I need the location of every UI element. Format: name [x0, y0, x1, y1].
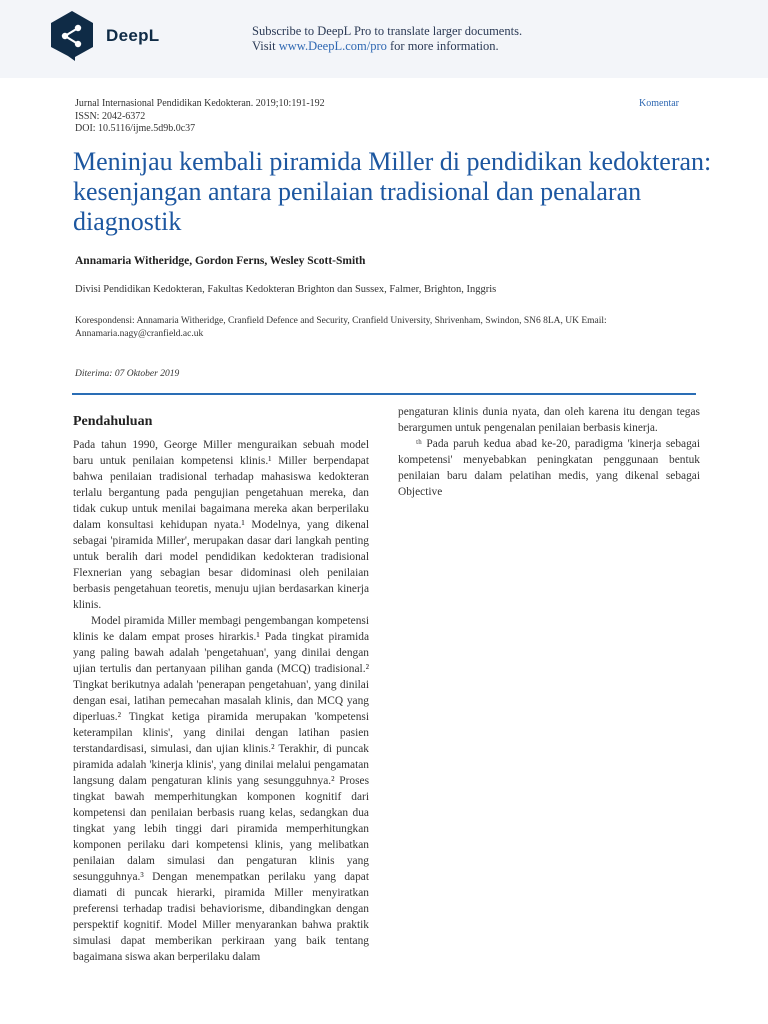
deepl-pro-link[interactable]: www.DeepL.com/pro: [278, 39, 387, 53]
doi: DOI: 10.5116/ijme.5d9b.0c37: [75, 123, 196, 134]
received-date: Diterima: 07 Oktober 2019: [75, 369, 180, 379]
deepl-logo[interactable]: [48, 10, 159, 62]
paragraph: Model piramida Miller membagi pengembangan kompetensi klinis ke dalam empat proses hirarkis.¹ Pada tingkat piramida yang paling bawah adalah 'pengetahuan', yang dinilai dengan ujian tertulis dan pertanyaan pilihan ganda (MCQ) tradisional.² Tingkat berikutnya adalah 'penerapan pengetahuan', yang dinilai dengan esai, latihan pemecahan masalah klinis, dan MCQ yang diperluas.² Tingkat ketiga piramida merupakan 'kompetensi keterampilan klinis', yang dinilai dengan latihan pasien terstandardisasi, simulasi, dan ujian klinis.² Terakhir, di puncak piramida adalah 'kinerja klinis', yang dinilai melalui pengamatan langsung dalam pengaturan klinis yang sesungguhnya.² Proses tingkat bawah memperhitungkan komponen kognitif dari kompetensi dan penilaian berbasis ruang kelas, sedangkan dua tingkat yang lebih tinggi dari piramida memperhitungkan komponen perilaku dari kompetensi klinis, yang melibatkan penilaian dalam simulasi dan pengaturan klinis yang sesungguhnya.³ Dengan menempatkan perilaku yang dapat diamati di puncak hierarki, piramida Miller menyiratkan preferensi terhadap tradisi behaviorisme, dibandingkan dengan perspektif kognitif. Model Miller menyarankan bahwa praktik simulasi dapat memberikan perkiraan yang baik tentang bagaimana siswa akan berperilaku dalam: [73, 615, 369, 963]
deepl-banner: [0, 0, 768, 78]
paragraph: ᵗʰ Pada paruh kedua abad ke-20, paradigma 'kinerja sebagai kompetensi' menyebabkan peningkatan penggunaan bentuk penilaian baru dalam pelatihan medis, yang dikenal sebagai Objective: [398, 438, 700, 498]
journal-citation: Jurnal Internasional Pendidikan Kedokteran. 2019;10:191-192: [75, 98, 325, 109]
promo-visit: Visit: [252, 39, 276, 53]
deepl-logo-icon: [48, 10, 96, 62]
section-divider: [72, 393, 696, 395]
deepl-logo-text: DeepL: [106, 26, 160, 45]
promo-rest: for more information.: [390, 39, 499, 53]
authors: Annamaria Witheridge, Gordon Ferns, Wesley Scott-Smith: [75, 255, 366, 267]
promo-line-2: [252, 39, 522, 54]
left-column: [73, 413, 369, 965]
promo-line-1: Subscribe to DeepL Pro to translate larger documents.: [252, 24, 523, 38]
promo-text: [252, 24, 522, 54]
paragraph: pengaturan klinis dunia nyata, dan oleh karena itu dengan tegas berargumen untuk pengenalan penilaian berbasis kinerja.: [398, 406, 700, 434]
correspondence: Korespondensi: Annamaria Witheridge, Cranfield Defence and Security, Cranfield University, Shrivenham, Swindon, SN6 8LA, UK Email: Annamaria.nagy@cranfield.ac.uk: [75, 316, 607, 339]
article-type-label: Komentar: [639, 98, 679, 109]
affiliation: Divisi Pendidikan Kedokteran, Fakultas Kedokteran Brighton dan Sussex, Falmer, Brighton, Inggris: [75, 284, 497, 295]
journal-meta: [75, 98, 325, 136]
right-column: [398, 404, 700, 500]
article-title: Meninjau kembali piramida Miller di pendidikan kedokteran: kesenjangan antara penilaian tradisional dan penalaran diagnostik: [73, 147, 712, 236]
paragraph: Pada tahun 1990, George Miller menguraikan sebuah model baru untuk penilaian kompetensi klinis.¹ Miller berpendapat bahwa penilaian tradisional terhadap mahasiswa kedokteran terlalu bergantung pada pengujian pengetahuan mereka, dan tidak cukup untuk menilai bagaimana mereka akan berperilaku dalam konsultasi kehidupan nyata.¹ Modelnya, yang dikenal sebagai 'piramida Miller', merupakan dasar dari langkah penting untuk beralih dari model pendidikan kedokteran tradisional Flexnerian yang sebagian besar didominasi oleh penilaian berbasis pengetahuan teoretis, menuju ujian berdasarkan kinerja klinis.: [73, 439, 369, 611]
issn: ISSN: 2042-6372: [75, 110, 146, 122]
section-heading: Pendahuluan: [73, 414, 153, 429]
